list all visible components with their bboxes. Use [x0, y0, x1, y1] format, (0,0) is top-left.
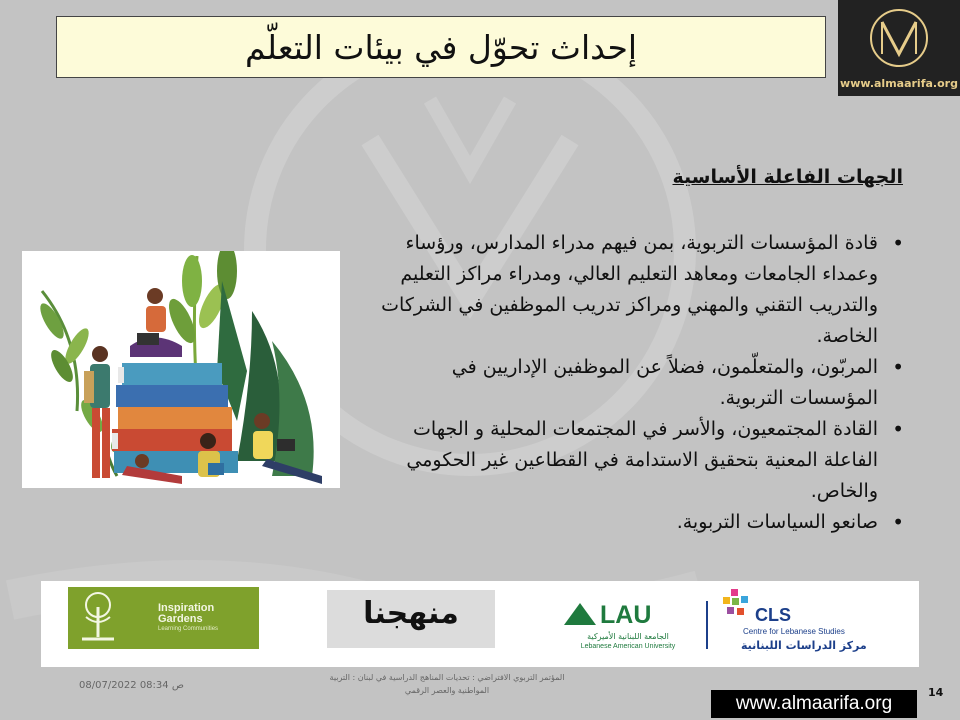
partner-logos [41, 581, 919, 667]
cedar-icon [560, 601, 600, 629]
books-people-illustration [22, 251, 340, 488]
manhajuna-logo [327, 590, 495, 648]
almaarifa-logo [838, 0, 960, 96]
manhajuna-text: منهجنا [363, 596, 459, 631]
cls-logo [717, 587, 892, 661]
ig-tagline: Learning Communities [158, 626, 219, 632]
bullet-list [371, 228, 906, 538]
lau-logo [558, 601, 693, 661]
website-url: www.almaarifa.org [711, 690, 917, 718]
bullet-item: • القادة المجتمعيون، والأسر في المجتمعات المحلية و الجهات الفاعلة المعنية بتحقيق الاستدامة في القطاعين غير الحكومي والخاص. [371, 414, 906, 507]
inspiration-gardens-logo [68, 587, 259, 649]
bullet-item: • قادة المؤسسات التربوية، بمن فيهم مدراء المدارس، ورؤساء وعمداء الجامعات ومعاهد التعليم العالي، ومدراء مراكز التعليم والتدريب التقني والمهني ومراكز تدريب الموظفين في الشركات الخاصة. [371, 228, 906, 352]
reading-illustration [22, 251, 340, 488]
cls-arabic: مركز الدراسات اللبنانية [741, 639, 867, 652]
slide-date: 08/07/2022 08:34 ص [79, 680, 184, 691]
footer-caption: المؤتمر التربوي الافتراضي : تحديات المناهج الدراسية في لبنان : التربية المواطنية والعصر الرقمي [329, 673, 565, 695]
colored-squares-icon [717, 587, 751, 627]
lau-english: Lebanese American University [580, 643, 676, 650]
lau-name: LAU [600, 601, 652, 629]
cls-english: Centre for Lebanese Studies [743, 627, 845, 636]
logo-url: www.almaarifa.org [840, 77, 958, 90]
ig-name-line1: Inspiration [158, 602, 215, 614]
logo-divider [706, 601, 708, 649]
section-heading: الجهات الفاعلة الأساسية [672, 166, 903, 188]
tree-icon [68, 587, 128, 649]
bullet-item: • صانعو السياسات التربوية. [371, 507, 906, 538]
cls-name: CLS [755, 605, 791, 625]
page-number: 14 [928, 686, 944, 699]
lau-arabic: الجامعة اللبنانية الأميركية [587, 632, 669, 641]
bullet-item: • المربّون، والمتعلّمون، فضلاً عن الموظفين الإداريين في المؤسسات التربوية. [371, 352, 906, 414]
ig-name-line2: Gardens [158, 613, 203, 625]
slide-title: إحداث تحوّل في بيئات التعلّم [56, 16, 826, 78]
